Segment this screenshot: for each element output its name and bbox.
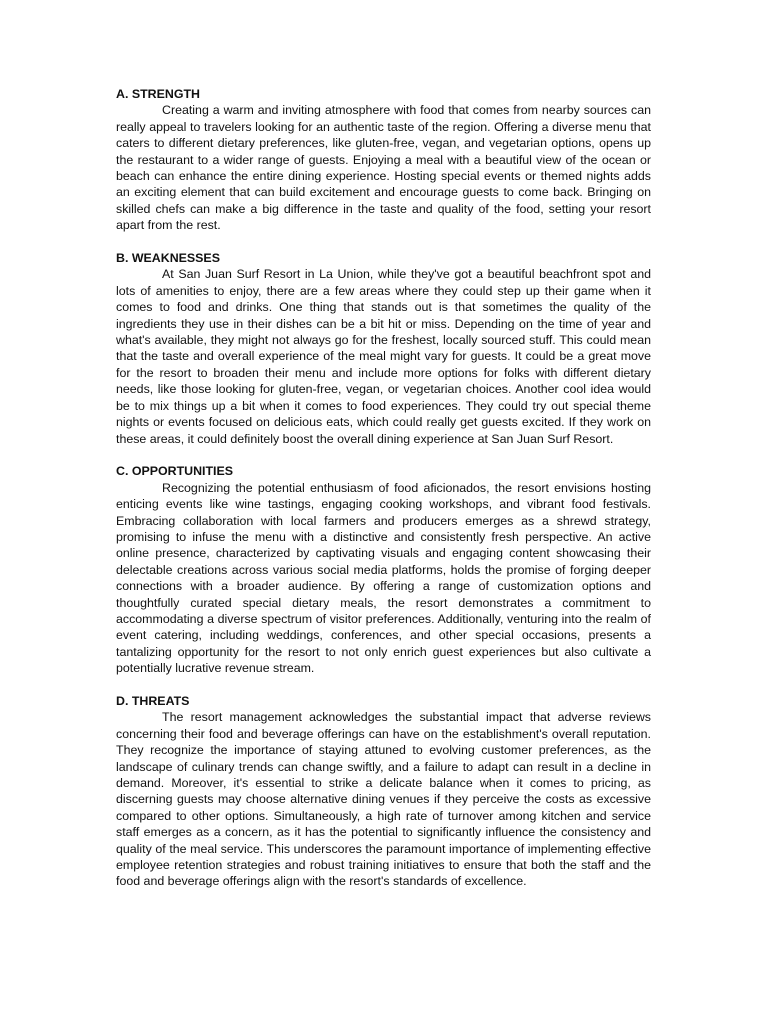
section-paragraph: At San Juan Surf Resort in La Union, while they've got a beautiful beachfront spot and lots of amenities to enjoy, there are a few areas where they could step up their game when it comes to food and drinks. One thing that stands out is that sometimes the quality of the ingredients they use in their dishes can be a bit hit or miss. Depending on the time of year and what's available, they might not always go for the freshest, locally sourced stuff. This could mean that the taste and overall experience of the meal might vary for guests. It could be a great move for the resort to broaden their menu and include more options for folks with different dietary needs, like those looking for gluten-free, vegan, or vegetarian choices. Another cool idea would be to mix things up a bit when it comes to food experiences. They could try out special theme nights or events focused on delicious eats, which could really get guests excited. If they work on these areas, it could definitely boost the overall dining experience at San Juan Surf Resort.: [116, 267, 651, 446]
section-heading: C. OPPORTUNITIES: [116, 464, 234, 479]
section-threats: [116, 693, 651, 890]
document-page: [116, 86, 651, 906]
section-paragraph: The resort management acknowledges the substantial impact that adverse reviews concerning their food and beverage offerings can have on the establishment's overall reputation. They recognize the importance of staying attuned to evolving customer preferences, as the landscape of culinary trends can change swiftly, and a failure to adapt can result in a decline in demand. Moreover, it's essential to strike a delicate balance when it comes to pricing, as discerning guests may choose alternative dining venues if they perceive the costs as excessive compared to other options. Simultaneously, a high rate of turnover among kitchen and service staff emerges as a concern, as it has the potential to significantly influence the consistency and quality of the meal service. This underscores the paramount importance of implementing effective employee retention strategies and robust training initiatives to ensure that both the staff and the food and beverage offerings align with the resort's standards of excellence.: [116, 710, 651, 889]
section-heading: A. STRENGTH: [116, 87, 200, 101]
section-opportunities: [116, 463, 651, 676]
section-paragraph: Recognizing the potential enthusiasm of food aficionados, the resort envisions hosting enticing events like wine tastings, engaging cooking workshops, and vibrant food festivals. Embracing collaboration with local farmers and producers emerges as a shrewd strategy, promising to infuse the menu with a distinctive and consistently fresh perspective. An active online presence, characterized by captivating visuals and engaging content showcasing their delectable creations across various social media platforms, holds the promise of forging deeper connections with a broader audience. By offering a range of customization options and thoughtfully curated special dietary meals, the resort demonstrates a commitment to accommodating a diverse spectrum of visitor preferences. Additionally, venturing into the realm of event catering, including weddings, conferences, and other special occasions, presents a tantalizing opportunity for the resort to not only enrich guest experiences but also cultivate a potentially lucrative revenue stream.: [116, 480, 651, 676]
section-weaknesses: [116, 250, 651, 447]
section-heading: D. THREATS: [116, 693, 190, 708]
section-strength: [116, 86, 651, 234]
section-heading: B. WEAKNESSES: [116, 251, 220, 266]
section-paragraph: Creating a warm and inviting atmosphere with food that comes from nearby sources can really appeal to travelers looking for an authentic taste of the region. Offering a diverse menu that caters to different dietary preferences, like gluten-free, vegan, and vegetarian options, opens up the restaurant to a wider range of guests. Enjoying a meal with a beautiful view of the ocean or beach can enhance the entire dining experience. Hosting special events or themed nights adds an exciting element that can build excitement and encourage guests to come back. Bringing on skilled chefs can make a big difference in the taste and quality of the food, setting your resort apart from the rest.: [116, 103, 651, 233]
